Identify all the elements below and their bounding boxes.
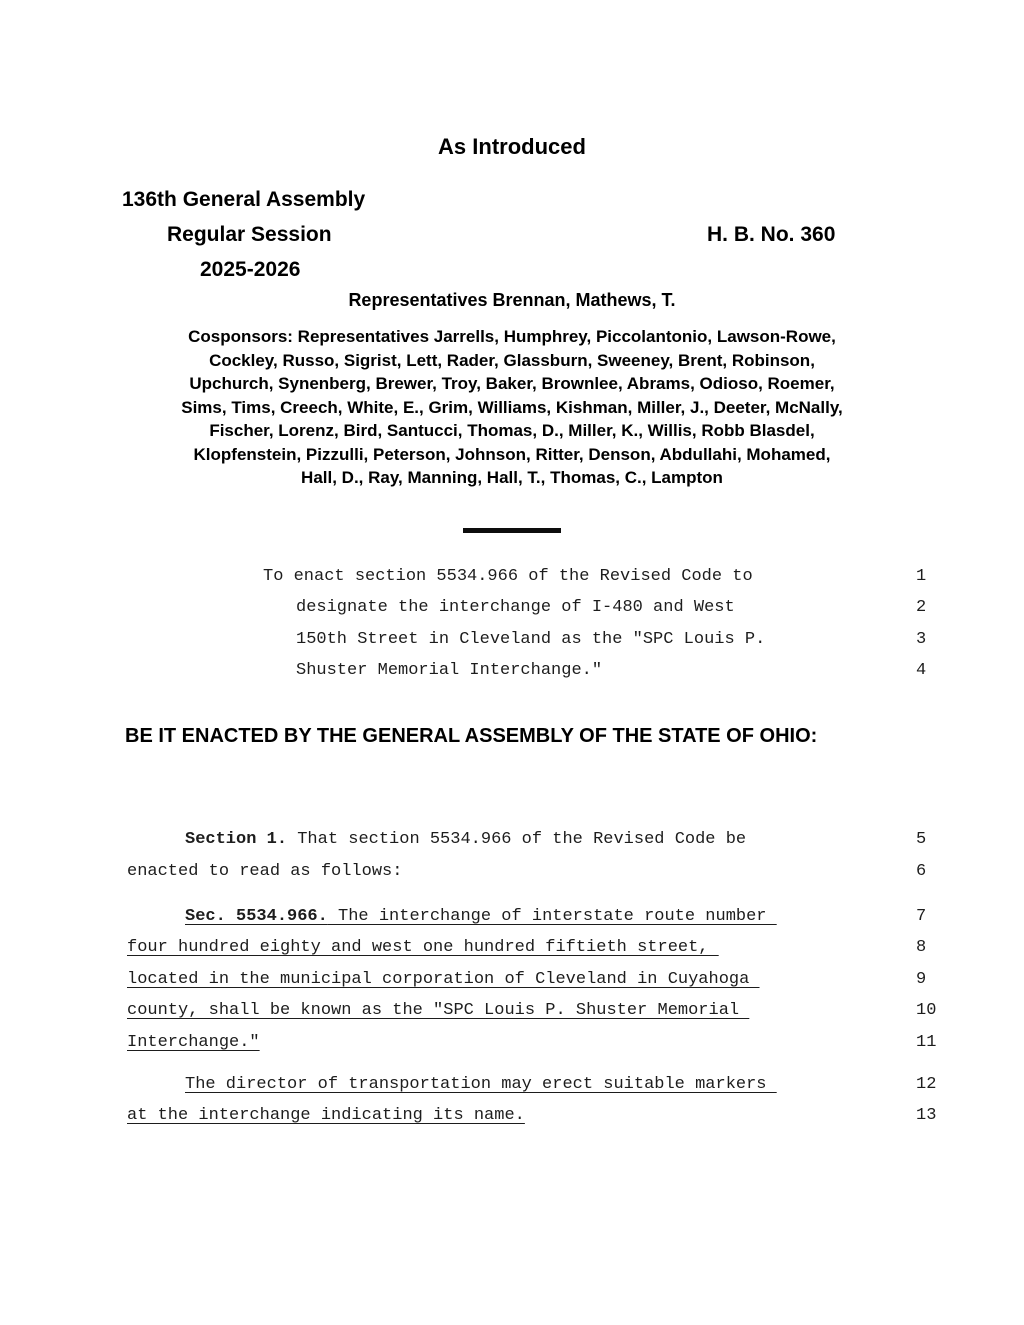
section-lead: Sec. 5534.966.: [185, 907, 328, 926]
body-line: [0, 1001, 1024, 1025]
title-text: Shuster Memorial Interchange.": [296, 661, 603, 680]
body-line: [0, 1033, 1024, 1057]
bill-number: H. B. No. 360: [707, 223, 836, 246]
primary-sponsors: Representatives Brennan, Mathews, T.: [348, 290, 676, 310]
title-line: [0, 567, 1024, 591]
cosponsor-line: Klopfenstein, Pizzulli, Peterson, Johnson, Ritter, Denson, Abdullahi, Mohamed,: [193, 444, 831, 464]
line-number: 10: [916, 1001, 937, 1020]
body-text: four hundred eighty and west one hundred fiftieth street,: [127, 938, 719, 957]
cosponsor-line: Fischer, Lorenz, Bird, Santucci, Thomas, D., Miller, K., Willis, Robb Blasdel,: [209, 421, 815, 440]
section-divider-rule: [463, 528, 561, 533]
session-name: Regular Session: [167, 223, 332, 246]
enacting-clause: BE IT ENACTED BY THE GENERAL ASSEMBLY OF THE STATE OF OHIO:: [125, 725, 818, 747]
session-years: 2025-2026: [200, 258, 301, 281]
line-number: 3: [916, 630, 927, 649]
title-line: [0, 630, 1024, 654]
line-number: 9: [916, 970, 927, 989]
body-line: [0, 1075, 1024, 1099]
line-number: 7: [916, 907, 927, 926]
cosponsor-line: Cosponsors: Representatives Jarrells, Humphrey, Piccolantonio, Lawson-Rowe,: [188, 327, 836, 346]
line-number: 2: [916, 598, 927, 617]
body-line: [0, 970, 1024, 994]
body-text: That section 5534.966 of the Revised Code be: [287, 830, 747, 849]
body-line: [0, 862, 1024, 886]
title-line: [0, 598, 1024, 622]
line-number: 5: [916, 830, 927, 849]
line-number: 13: [916, 1106, 937, 1125]
body-line: [0, 907, 1024, 931]
line-number: 8: [916, 938, 927, 957]
body-text: Interchange.": [127, 1033, 260, 1052]
title-text: To enact section 5534.966 of the Revised Code to: [263, 567, 753, 586]
title-text: 150th Street in Cleveland as the "SPC Louis P.: [296, 630, 766, 649]
line-number: 1: [916, 567, 927, 586]
body-line: [0, 830, 1024, 854]
line-number: 11: [916, 1033, 937, 1052]
body-text: at the interchange indicating its name.: [127, 1106, 525, 1125]
cosponsor-line: Cockley, Russo, Sigrist, Lett, Rader, Glassburn, Sweeney, Brent, Robinson,: [209, 350, 815, 370]
body-line: [0, 938, 1024, 962]
cosponsors-block: [0, 325, 1024, 490]
cosponsor-line: Hall, D., Ray, Manning, Hall, T., Thomas, C., Lampton: [301, 468, 723, 487]
line-number: 12: [916, 1075, 937, 1094]
body-text: enacted to read as follows:: [127, 862, 403, 881]
title-line: [0, 661, 1024, 685]
cosponsor-line: Upchurch, Synenberg, Brewer, Troy, Baker, Brownlee, Abrams, Odioso, Roemer,: [189, 374, 835, 393]
version-status: As Introduced: [438, 134, 586, 159]
title-text: designate the interchange of I-480 and West: [296, 598, 735, 617]
body-text: The interchange of interstate route number: [327, 907, 777, 926]
body-text: located in the municipal corporation of Cleveland in Cuyahoga: [127, 970, 760, 989]
body-text: The director of transportation may erect suitable markers: [185, 1075, 777, 1094]
line-number: 6: [916, 862, 927, 881]
body-line: [0, 1106, 1024, 1130]
line-number: 4: [916, 661, 927, 680]
section-lead: Section 1.: [185, 830, 288, 849]
body-text: county, shall be known as the "SPC Louis P. Shuster Memorial: [127, 1001, 750, 1020]
general-assembly: 136th General Assembly: [122, 188, 366, 211]
cosponsor-line: Sims, Tims, Creech, White, E., Grim, Williams, Kishman, Miller, J., Deeter, McNally,: [181, 397, 843, 417]
